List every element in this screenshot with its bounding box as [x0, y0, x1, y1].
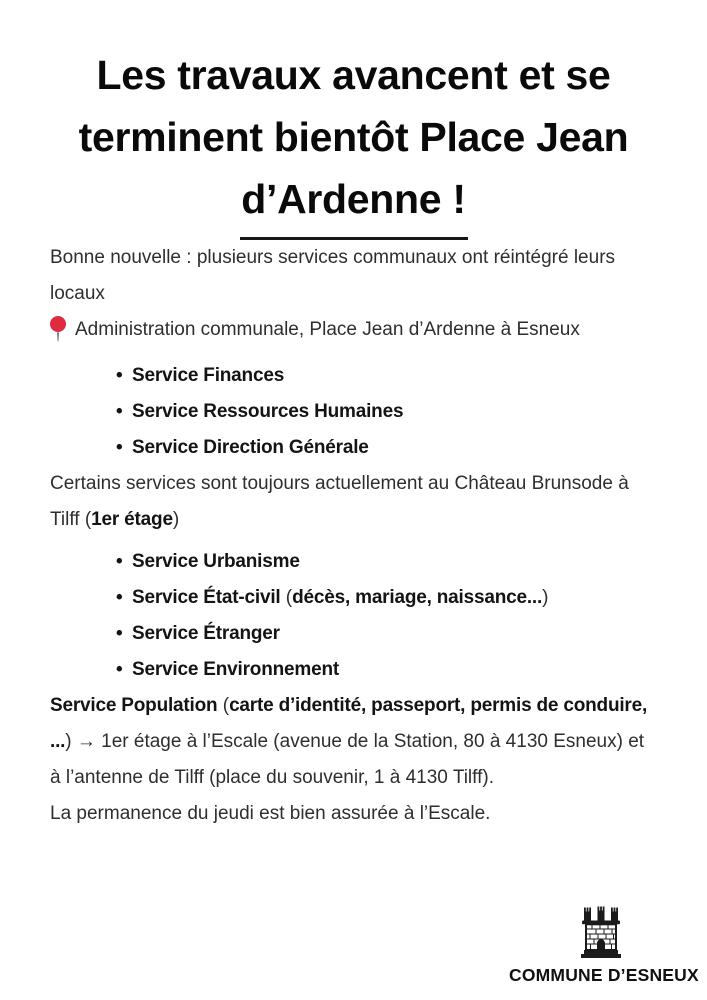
commune-logo	[509, 905, 699, 986]
title-line: d’Ardenne !	[241, 176, 466, 222]
paren-open: (	[217, 695, 230, 716]
paren-open: (	[280, 587, 293, 608]
tilff-paren: )	[172, 509, 180, 530]
location-text: Administration communale, Place Jean d’Ardenne à Esneux	[75, 319, 580, 340]
round-pushpin-icon	[50, 315, 66, 345]
tilff-text: Certains services sont toujours actuellement au Château Brunsode à Tilff (	[50, 473, 629, 530]
tilff-paragraph	[50, 466, 657, 538]
list-item	[116, 580, 657, 616]
article-body	[50, 240, 657, 832]
service-name: Service Urbanisme	[132, 551, 300, 572]
services-tilff-list	[50, 544, 657, 688]
population-lead-bold: Service Population	[50, 695, 218, 716]
service-name: Service Environnement	[132, 659, 339, 680]
title-line: terminent bientôt Place Jean	[78, 114, 629, 160]
list-item	[116, 430, 657, 466]
title-line: Les travaux avancent et se	[96, 52, 611, 98]
list-item	[116, 544, 657, 580]
intro-paragraph: Bonne nouvelle : plusieurs services communaux ont réintégré leurs locaux	[50, 247, 616, 304]
logo-caption: COMMUNE D’ESNEUX	[509, 965, 699, 985]
list-item	[116, 652, 657, 688]
list-item	[116, 358, 657, 394]
population-rest: ) → 1er étage à l’Escale (avenue de la Station, 80 à 4130 Esneux) et à l’antenne de Tilff (place du souvenir, 1 à 4130 Tilff).	[50, 731, 645, 788]
location-line	[50, 312, 657, 348]
service-name: Service Étranger	[132, 623, 280, 644]
service-name: Service Ressources Humaines	[132, 401, 404, 422]
paren-close: )	[542, 587, 549, 608]
population-detail-bold: carte d’identité, passeport, permis de conduire, ...	[50, 695, 648, 752]
tilff-floor-bold: 1er étage	[91, 509, 173, 530]
service-detail: décès, mariage, naissance...	[292, 587, 543, 608]
castle-tower-icon	[578, 905, 624, 959]
service-name: Service État-civil	[132, 587, 281, 608]
list-item	[116, 616, 657, 652]
services-ardenne-list	[50, 358, 657, 466]
page-title	[18, 44, 689, 230]
population-paragraph	[50, 688, 657, 796]
service-name: Service Direction Générale	[132, 437, 369, 458]
permanence-paragraph: La permanence du jeudi est bien assurée à l’Escale.	[50, 803, 491, 824]
list-item	[116, 394, 657, 430]
service-name: Service Finances	[132, 365, 285, 386]
